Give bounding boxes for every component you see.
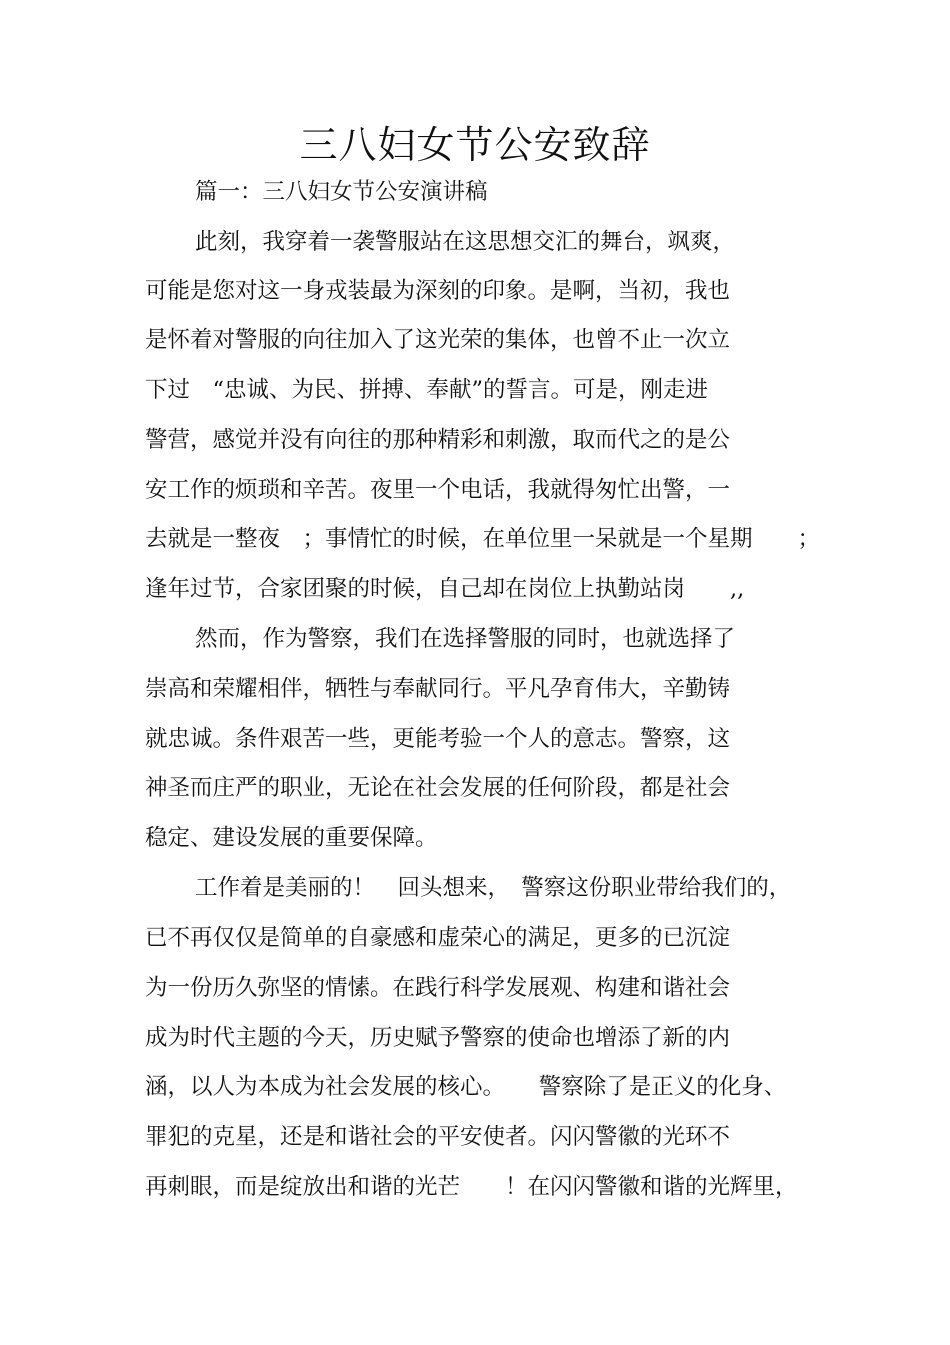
text-line: 安工作的烦琐和辛苦。夜里一个电话，我就得匆忙出警，一	[145, 477, 731, 503]
text-line: 可能是您对这一身戎装最为深刻的印象。是啊，当初，我也	[145, 278, 731, 304]
text-line: 罪犯的克星，还是和谐社会的平安使者。闪闪警徽的光环不	[145, 1124, 731, 1150]
text-line: 就忠诚。条件艰苦一些，更能考验一个人的意志。警察，这	[145, 726, 731, 752]
document-title: 三八妇女节公安致辞	[299, 123, 651, 167]
text-line: 逢年过节，合家团聚的时候，自己却在岗位上执勤站岗 ,,	[145, 576, 745, 602]
text-line: 成为时代主题的今天，历史赋予警察的使命也增添了新的内	[145, 1025, 731, 1051]
text-line: 警营，感觉并没有向往的那种精彩和刺激，取而代之的是公	[145, 427, 731, 453]
text-line: 神圣而庄严的职业，无论在社会发展的任何阶段，都是社会	[145, 775, 731, 801]
text-line: 去就是一整夜 ；事情忙的时候，在单位里一呆就是一个星期 ；	[145, 526, 821, 552]
text-line: 工作着是美丽的！ 回头想来， 警察这份职业带给我们的，	[195, 875, 792, 901]
text-line: 稳定、建设发展的重要保障。	[145, 825, 438, 851]
text-line: 下过 “忠诚、为民、拼搏、奉献”的誓言。可是，刚走进	[145, 377, 709, 403]
text-line: 再刺眼，而是绽放出和谐的光芒 ！在闪闪警徽和谐的光辉里，	[145, 1174, 798, 1200]
text-line: 是怀着对警服的向往加入了这光荣的集体，也曾不止一次立	[145, 327, 731, 353]
text-line: 崇高和荣耀相伴，牺牲与奉献同行。平凡孕育伟大，辛勤铸	[145, 676, 731, 702]
text-line: 然而，作为警察，我们在选择警服的同时，也就选择了	[195, 626, 736, 652]
text-line: 涵，以人为本成为社会发展的核心。 警察除了是正义的化身、	[145, 1074, 787, 1100]
text-line: 为一份历久弥坚的情愫。在践行科学发展观、构建和谐社会	[145, 975, 731, 1001]
text-line: 此刻，我穿着一袭警服站在这思想交汇的舞台，飒爽，	[195, 229, 736, 255]
text-line: 已不再仅仅是简单的自豪感和虚荣心的满足，更多的已沉淀	[145, 925, 731, 951]
subtitle: 篇一：三八妇女节公安演讲稿	[195, 179, 488, 205]
